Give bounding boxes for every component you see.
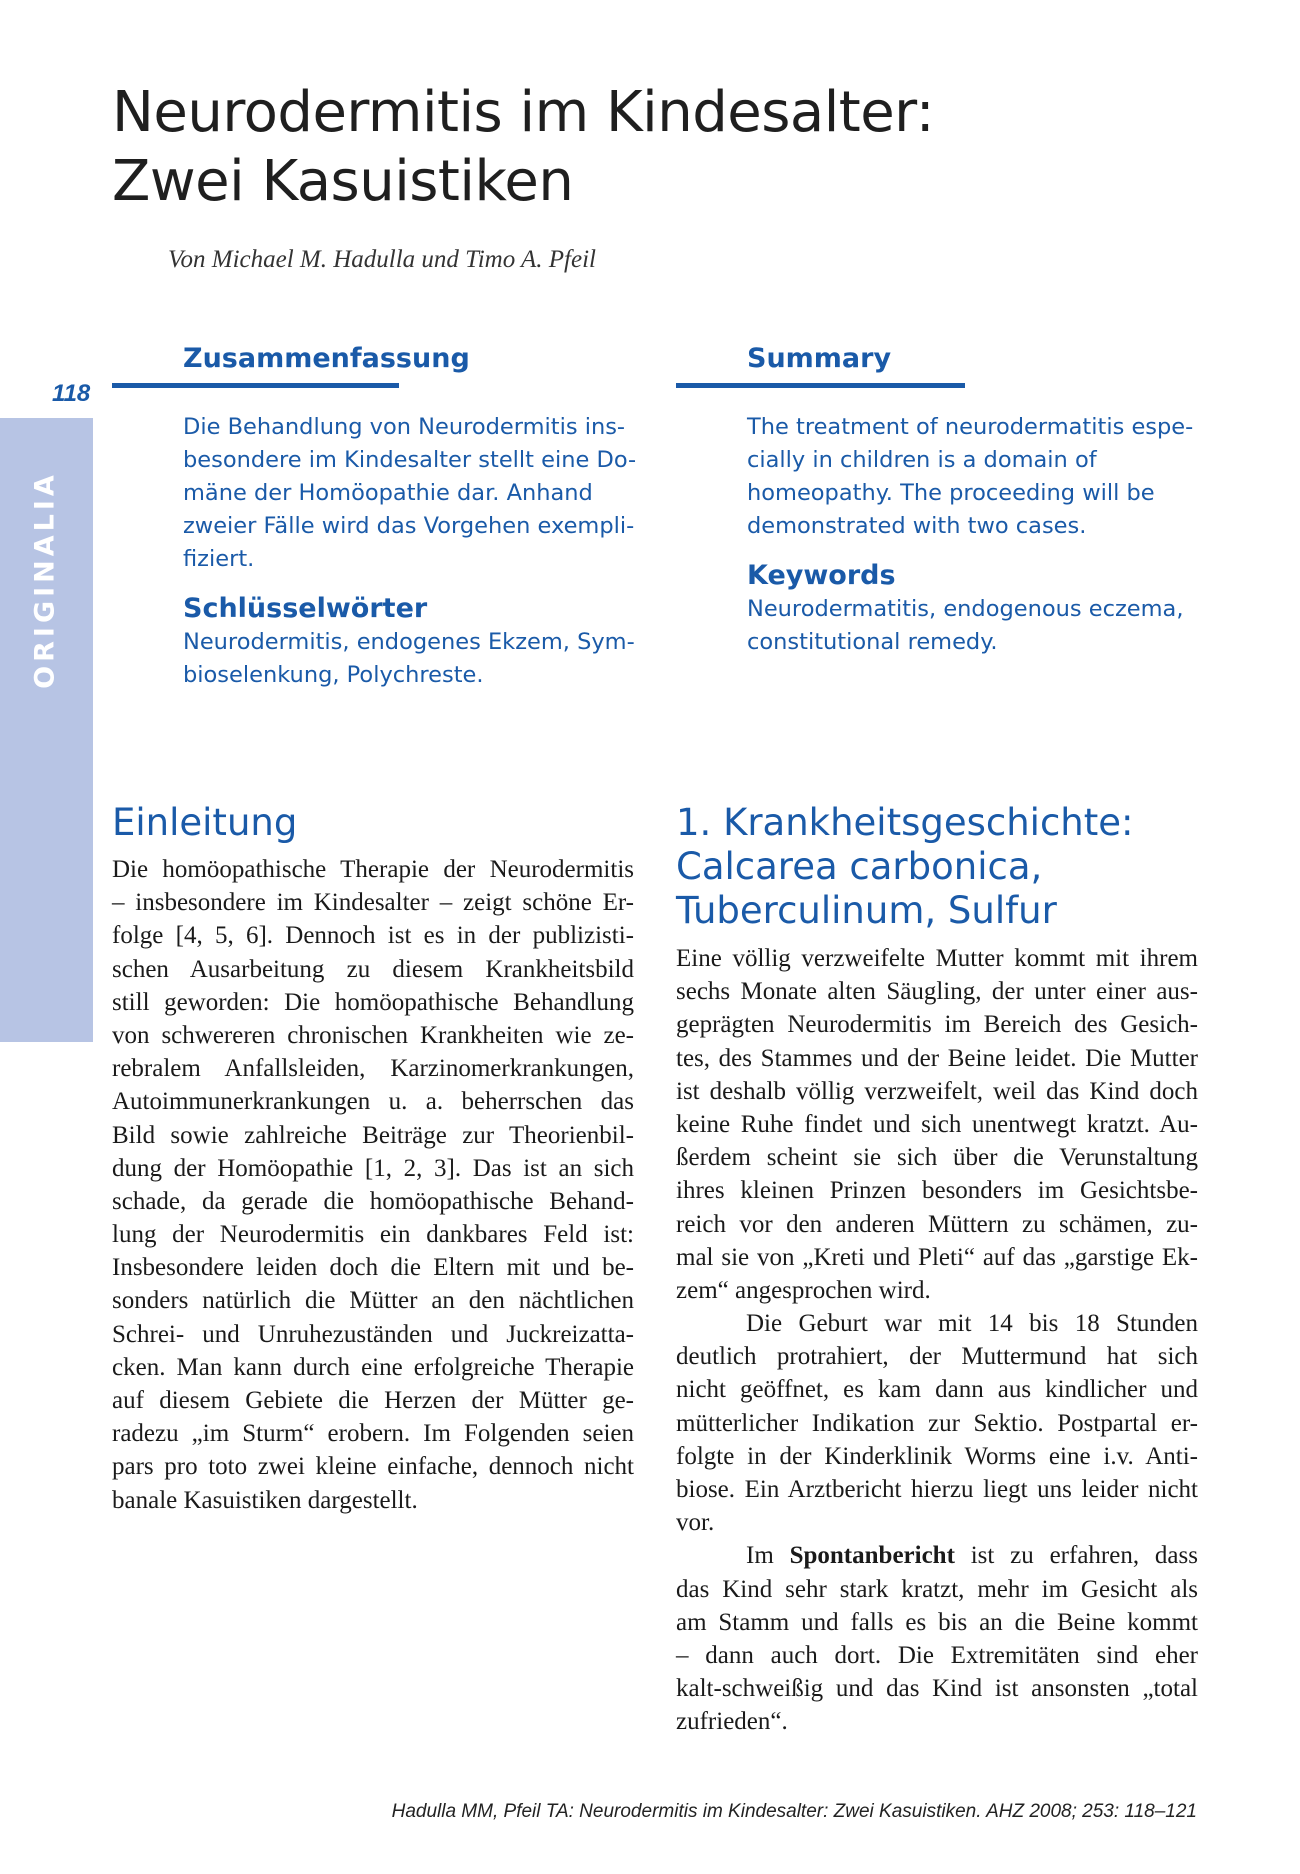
german-abstract-text bbox=[183, 411, 643, 576]
case1-line: das Kind sehr stark kratzt, mehr im Gesicht als bbox=[676, 1575, 1198, 1603]
case1-line: sechs Monate alten Säugling, der unter einer aus- bbox=[676, 978, 1198, 1006]
case1-line: nicht geöffnet, es kam dann aus kindlicher und bbox=[676, 1376, 1198, 1404]
case1-line: zufrieden“. bbox=[676, 1708, 788, 1736]
intro-line: Bild sowie zahlreiche Beiträge zur Theorienbil- bbox=[112, 1121, 634, 1149]
spontanbericht-term: Spontanbericht bbox=[789, 1542, 955, 1570]
case1-body bbox=[676, 942, 1198, 1739]
english-abstract-rule bbox=[676, 383, 965, 388]
german-keywords-heading: Schlüsselwörter bbox=[183, 593, 428, 624]
case1-line: Eine völlig verzweifelte Mutter kommt mit ihrem bbox=[676, 945, 1198, 972]
case1-line: biose. Ein Arztbericht hierzu liegt uns leider nicht bbox=[676, 1476, 1198, 1503]
case1-line: – dann auch dort. Die Extremitäten sind eher bbox=[676, 1641, 1198, 1669]
english-abstract-body bbox=[747, 411, 1207, 659]
german-abstract-line: besondere im Kindesalter stellt eine Do- bbox=[183, 447, 637, 473]
intro-line: still geworden: Die homöopathische Behandlung bbox=[112, 988, 634, 1016]
article-title-line-1: Neurodermitis im Kindesalter: bbox=[112, 80, 935, 145]
german-abstract-line: fiziert. bbox=[183, 546, 255, 572]
case1-line: keine Ruhe findet und sich unentwegt kratzt. Au- bbox=[676, 1110, 1198, 1138]
intro-line: Insbesondere leiden doch die Eltern mit und be- bbox=[112, 1254, 634, 1282]
english-keywords-line: constitutional remedy. bbox=[747, 629, 998, 655]
case1-line: ihres kleinen Prinzen besonders im Gesichtsbe- bbox=[676, 1177, 1198, 1205]
case1-line: am Stamm und falls es bis an die Beine kommt bbox=[676, 1608, 1198, 1636]
english-abstract-text bbox=[747, 411, 1207, 543]
english-keywords-line: Neurodermatitis, endogenous eczema, bbox=[747, 596, 1184, 622]
page-number: 118 bbox=[52, 380, 91, 407]
intro-line: – insbesondere im Kindesalter – zeigt schöne Er- bbox=[112, 889, 634, 917]
english-abstract-line: cially in children is a domain of bbox=[747, 447, 1097, 473]
case1-line: mal sie von „Kreti und Pleti“ auf das „garstige Ek- bbox=[676, 1243, 1198, 1271]
intro-line: schen Ausarbeitung zu diesem Krankheitsbild bbox=[112, 955, 634, 983]
intro-line: dung der Homöopathie [1, 2, 3]. Das ist an sich bbox=[112, 1154, 634, 1182]
authors-byline: Von Michael M. Hadulla und Timo A. Pfeil bbox=[168, 246, 596, 273]
intro-line: folge [4, 5, 6]. Dennoch ist es in der publizisti- bbox=[112, 922, 634, 950]
section-side-label: ORIGINALIA bbox=[29, 471, 61, 689]
german-keywords-line: Neurodermitis, endogenes Ekzem, Sym- bbox=[183, 629, 635, 655]
intro-line: Autoimmunerkrankungen u. a. beherrschen das bbox=[112, 1088, 634, 1116]
case1-line: mütterlicher Indikation zur Sektio. Postpartal er- bbox=[676, 1409, 1198, 1437]
case1-heading-line: Calcarea carbonica, bbox=[676, 845, 1043, 888]
intro-line: von schwereren chronischen Krankheiten wie ze- bbox=[112, 1021, 634, 1049]
intro-line: rebralem Anfallsleiden, Karzinomerkrankungen, bbox=[112, 1055, 634, 1083]
intro-line: radezu „im Sturm“ erobern. Im Folgenden seien bbox=[112, 1420, 634, 1448]
case1-line bbox=[676, 1539, 1198, 1572]
case1-heading bbox=[676, 801, 1134, 933]
case1-line: kalt-schweißig und das Kind ist ansonsten „total bbox=[676, 1675, 1198, 1703]
case1-line: folgte in der Kinderklinik Worms eine i.v. Anti- bbox=[676, 1442, 1198, 1470]
case1-line: zem“ angesprochen wird. bbox=[676, 1276, 931, 1304]
intro-line: Die homöopathische Therapie der Neurodermitis bbox=[112, 856, 634, 883]
case1-heading-line: 1. Krankheitsgeschichte: bbox=[676, 801, 1134, 844]
german-keywords-text bbox=[183, 626, 643, 692]
intro-line: auf diesem Gebiete die Herzen der Mütter ge- bbox=[112, 1387, 634, 1414]
intro-line: sonders natürlich die Mütter an den nächtlichen bbox=[112, 1287, 634, 1315]
german-abstract-line: mäne der Homöopathie dar. Anhand bbox=[183, 480, 593, 506]
case1-line: ßerdem scheint sie sich über die Verunstaltung bbox=[676, 1144, 1198, 1172]
case1-line: ist deshalb völlig verzweifelt, weil das Kind doch bbox=[676, 1077, 1198, 1105]
german-abstract-body bbox=[183, 411, 643, 692]
intro-line: schade, da gerade die homöopathische Behand- bbox=[112, 1187, 634, 1215]
intro-heading bbox=[112, 801, 297, 845]
article-title-line-2: Zwei Kasuistiken bbox=[112, 149, 574, 214]
english-abstract-line: homeopathy. The proceeding will be bbox=[747, 480, 1155, 506]
intro-line: cken. Man kann durch eine erfolgreiche Therapie bbox=[112, 1353, 634, 1381]
case1-line: geprägten Neurodermitis im Bereich des Gesich- bbox=[676, 1011, 1198, 1039]
citation-footer: Hadulla MM, Pfeil TA: Neurodermitis im Kindesalter: Zwei Kasuistiken. AHZ 2008; 253: 118–121 bbox=[391, 1801, 1197, 1822]
german-abstract-line: Die Behandlung von Neurodermitis ins- bbox=[183, 414, 626, 440]
german-abstract-heading: Zusammenfassung bbox=[183, 343, 470, 374]
german-abstract bbox=[183, 342, 643, 376]
english-abstract-heading: Summary bbox=[747, 343, 892, 374]
case1-line: tes, des Stammes und der Beine leidet. Die Mutter bbox=[676, 1044, 1198, 1072]
english-keywords-text bbox=[747, 593, 1207, 659]
intro-line: banale Kasuistiken dargestellt. bbox=[112, 1486, 418, 1514]
case1-line: reich vor den anderen Müttern zu schämen, zu- bbox=[676, 1210, 1198, 1238]
english-abstract-line: demonstrated with two cases. bbox=[747, 513, 1087, 539]
german-keywords-line: bioselenkung, Polychreste. bbox=[183, 662, 484, 688]
english-keywords-heading: Keywords bbox=[747, 560, 896, 591]
case1-line: vor. bbox=[676, 1509, 715, 1537]
intro-line: pars pro toto zwei kleine einfache, dennoch nicht bbox=[112, 1453, 634, 1481]
intro-line: lung der Neurodermitis ein dankbares Feld ist: bbox=[112, 1221, 634, 1249]
case1-line: Die Geburt war mit 14 bis 18 Stunden bbox=[746, 1310, 1198, 1338]
english-abstract-line: The treatment of neurodermatitis espe- bbox=[747, 414, 1194, 440]
intro-heading-text: Einleitung bbox=[112, 801, 298, 844]
case1-heading-line: Tuberculinum, Sulfur bbox=[676, 889, 1057, 932]
german-abstract-line: zweier Fälle wird das Vorgehen exempli- bbox=[183, 513, 635, 539]
intro-line: Schrei- und Unruhezuständen und Juckreizatta- bbox=[112, 1320, 634, 1348]
article-title bbox=[112, 78, 1212, 216]
case1-text: ist zu erfahren, dass bbox=[954, 1542, 1198, 1570]
case1-line: deutlich protrahiert, der Muttermund hat sich bbox=[676, 1343, 1198, 1371]
case1-text: Im bbox=[746, 1542, 790, 1570]
intro-body bbox=[112, 853, 634, 1517]
english-abstract bbox=[747, 342, 1207, 376]
german-abstract-rule bbox=[112, 383, 399, 388]
